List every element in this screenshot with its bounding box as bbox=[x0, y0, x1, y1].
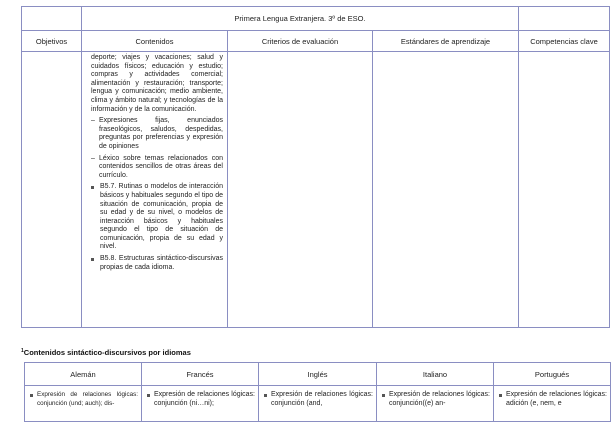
footnote-text: Contenidos sintáctico-discursivos por idiomas bbox=[23, 348, 191, 357]
header-frances: Francés bbox=[142, 363, 259, 386]
header-competencias: Competencias clave bbox=[519, 31, 610, 52]
ingles-text: Expresión de relaciones lógicas: conjunción (and, bbox=[263, 391, 373, 408]
header-aleman: Alemán bbox=[25, 363, 142, 386]
frances-cell bbox=[142, 386, 259, 422]
objetivos-cell bbox=[22, 52, 82, 328]
content-item-b5-8: B5.8. Estructuras sintáctico-discursivas propias de cada idioma. bbox=[91, 255, 223, 272]
portugues-cell bbox=[494, 386, 611, 422]
table-title: Primera Lengua Extranjera. 3º de ESO. bbox=[82, 7, 519, 31]
italiano-cell bbox=[377, 386, 494, 422]
column-header-row bbox=[22, 31, 610, 52]
header-estandares: Estándares de aprendizaje bbox=[373, 31, 519, 52]
header-objetivos: Objetivos bbox=[22, 31, 82, 52]
contenidos-cell bbox=[82, 52, 228, 328]
portugues-text: Expresión de relaciones lógicas: adición (e, nem, e bbox=[498, 391, 607, 408]
languages-table bbox=[24, 362, 611, 422]
footnote-marker: 1 bbox=[21, 348, 24, 354]
content-row bbox=[22, 52, 610, 328]
ingles-cell bbox=[259, 386, 377, 422]
dash-item: – Expresiones fijas, enunciados fraseológicos, saludos, despedidas, preguntas por preferencias y expresión de opiniones bbox=[91, 117, 223, 151]
header-criterios: Criterios de evaluación bbox=[228, 31, 373, 52]
header-italiano: Italiano bbox=[377, 363, 494, 386]
header-portugues: Portugués bbox=[494, 363, 611, 386]
table-title-row bbox=[22, 7, 610, 31]
languages-header-row bbox=[25, 363, 611, 386]
italiano-text: Expresión de relaciones lógicas: conjunción((e) an- bbox=[381, 391, 490, 408]
footnote-heading bbox=[21, 348, 191, 357]
header-contenidos: Contenidos bbox=[82, 31, 228, 52]
empty-title-cell bbox=[519, 7, 610, 31]
frances-text: Expresión de relaciones lógicas: conjunción (ni…ni); bbox=[146, 391, 255, 408]
contenidos-intro: deporte; viajes y vacaciones; salud y cuidados físicos; educación y estudio; compras y actividades comercial; alimentación y restauración; transporte; lengua y comunicación; medio ambiente, clima y ámbito natural; y tecnologías de la información y de la comunicación. bbox=[91, 54, 223, 113]
curriculum-table bbox=[21, 6, 610, 328]
aleman-cell bbox=[25, 386, 142, 422]
estandares-cell bbox=[373, 52, 519, 328]
languages-content-row bbox=[25, 386, 611, 422]
content-item-b5-7: B5.7. Rutinas o modelos de interacción básicos y habituales segundo el tipo de situación de comunicación, propia de su edad y de su nivel, o modelos de interacción básicos y habituales segundo el tipo de situación de comunicación, propia de su edad y nivel. bbox=[91, 183, 223, 252]
criterios-cell bbox=[228, 52, 373, 328]
dash-item: – Léxico sobre temas relacionados con contenidos sencillos de otras áreas del currículo. bbox=[91, 155, 223, 181]
header-ingles: Inglés bbox=[259, 363, 377, 386]
competencias-cell bbox=[519, 52, 610, 328]
empty-corner-cell bbox=[22, 7, 82, 31]
aleman-text: Expresión de relaciones lógicas: conjunción (und; auch); dis- bbox=[29, 391, 138, 408]
